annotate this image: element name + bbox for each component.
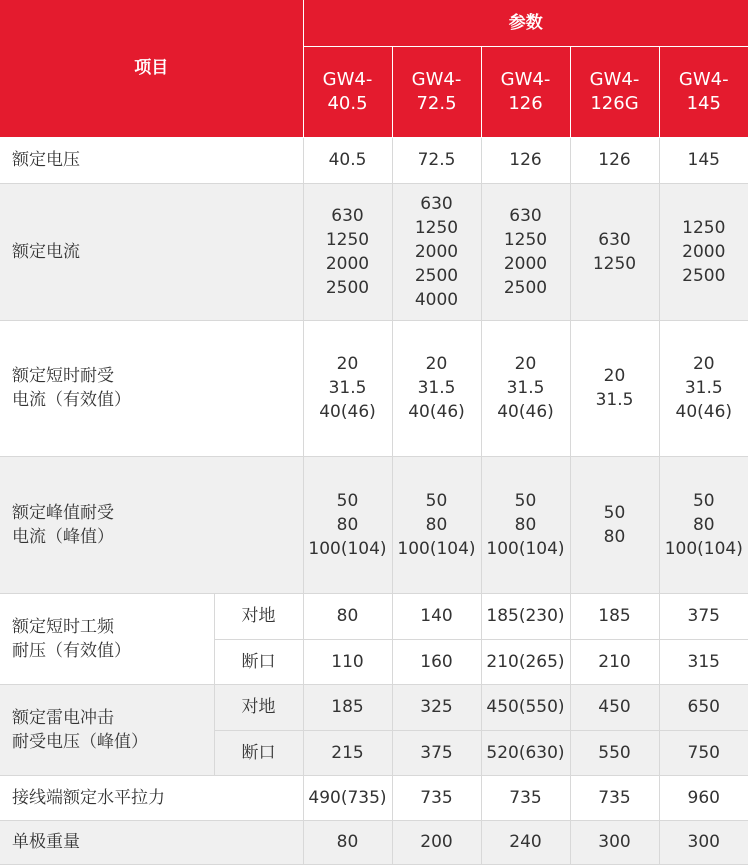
cell-value: 735 xyxy=(481,775,570,820)
table-row xyxy=(0,775,748,820)
row-label: 额定雷电冲击 耐受电压（峰值） xyxy=(0,684,214,775)
row-label: 额定电压 xyxy=(0,137,303,183)
cell-value: 110 xyxy=(303,639,392,684)
cell-value: 20 31.5 40(46) xyxy=(659,320,748,456)
header-model: GW4- 72.5 xyxy=(392,46,481,137)
cell-value: 50 80 xyxy=(570,456,659,593)
header-params: 参数 xyxy=(303,0,748,46)
table-row xyxy=(0,320,748,456)
cell-value: 375 xyxy=(659,593,748,639)
cell-value: 210 xyxy=(570,639,659,684)
row-label: 单极重量 xyxy=(0,820,303,864)
cell-value: 126 xyxy=(570,137,659,183)
cell-value: 215 xyxy=(303,730,392,775)
cell-value: 80 xyxy=(303,820,392,864)
table-row xyxy=(0,820,748,864)
cell-value: 735 xyxy=(570,775,659,820)
cell-value: 960 xyxy=(659,775,748,820)
cell-value: 50 80 100(104) xyxy=(481,456,570,593)
cell-value: 40.5 xyxy=(303,137,392,183)
cell-value: 160 xyxy=(392,639,481,684)
cell-value: 450 xyxy=(570,684,659,730)
cell-value: 750 xyxy=(659,730,748,775)
cell-value: 20 31.5 40(46) xyxy=(392,320,481,456)
row-label: 额定电流 xyxy=(0,183,303,320)
cell-value: 550 xyxy=(570,730,659,775)
cell-value: 375 xyxy=(392,730,481,775)
cell-value: 240 xyxy=(481,820,570,864)
cell-value: 145 xyxy=(659,137,748,183)
cell-value: 630 1250 2000 2500 xyxy=(303,183,392,320)
table-row xyxy=(0,684,748,730)
header-model: GW4- 40.5 xyxy=(303,46,392,137)
cell-value: 315 xyxy=(659,639,748,684)
row-label: 额定峰值耐受 电流（峰值） xyxy=(0,456,303,593)
cell-value: 50 80 100(104) xyxy=(659,456,748,593)
cell-value: 300 xyxy=(570,820,659,864)
cell-value: 200 xyxy=(392,820,481,864)
header-model: GW4- 126 xyxy=(481,46,570,137)
cell-value: 20 31.5 40(46) xyxy=(481,320,570,456)
cell-value: 300 xyxy=(659,820,748,864)
row-label: 额定短时工频 耐压（有效值） xyxy=(0,593,214,684)
row-label: 接线端额定水平拉力 xyxy=(0,775,303,820)
sub-label: 对地 xyxy=(214,593,303,639)
cell-value: 630 1250 2000 2500 xyxy=(481,183,570,320)
cell-value: 630 1250 xyxy=(570,183,659,320)
cell-value: 140 xyxy=(392,593,481,639)
table-row xyxy=(0,137,748,183)
cell-value: 185 xyxy=(570,593,659,639)
cell-value: 650 xyxy=(659,684,748,730)
table-row xyxy=(0,456,748,593)
cell-value: 80 xyxy=(303,593,392,639)
sub-label: 对地 xyxy=(214,684,303,730)
cell-value: 1250 2000 2500 xyxy=(659,183,748,320)
header-model: GW4- 145 xyxy=(659,46,748,137)
cell-value: 210(265) xyxy=(481,639,570,684)
cell-value: 325 xyxy=(392,684,481,730)
sub-label: 断口 xyxy=(214,639,303,684)
cell-value: 185 xyxy=(303,684,392,730)
header-item: 项目 xyxy=(0,0,303,137)
cell-value: 450(550) xyxy=(481,684,570,730)
sub-label: 断口 xyxy=(214,730,303,775)
cell-value: 630 1250 2000 2500 4000 xyxy=(392,183,481,320)
cell-value: 50 80 100(104) xyxy=(303,456,392,593)
cell-value: 520(630) xyxy=(481,730,570,775)
table-row xyxy=(0,593,748,639)
row-label: 额定短时耐受 电流（有效值） xyxy=(0,320,303,456)
cell-value: 50 80 100(104) xyxy=(392,456,481,593)
cell-value: 20 31.5 xyxy=(570,320,659,456)
cell-value: 20 31.5 40(46) xyxy=(303,320,392,456)
cell-value: 185(230) xyxy=(481,593,570,639)
cell-value: 735 xyxy=(392,775,481,820)
cell-value: 126 xyxy=(481,137,570,183)
table-row xyxy=(0,183,748,320)
cell-value: 490(735) xyxy=(303,775,392,820)
header-model: GW4- 126G xyxy=(570,46,659,137)
cell-value: 72.5 xyxy=(392,137,481,183)
